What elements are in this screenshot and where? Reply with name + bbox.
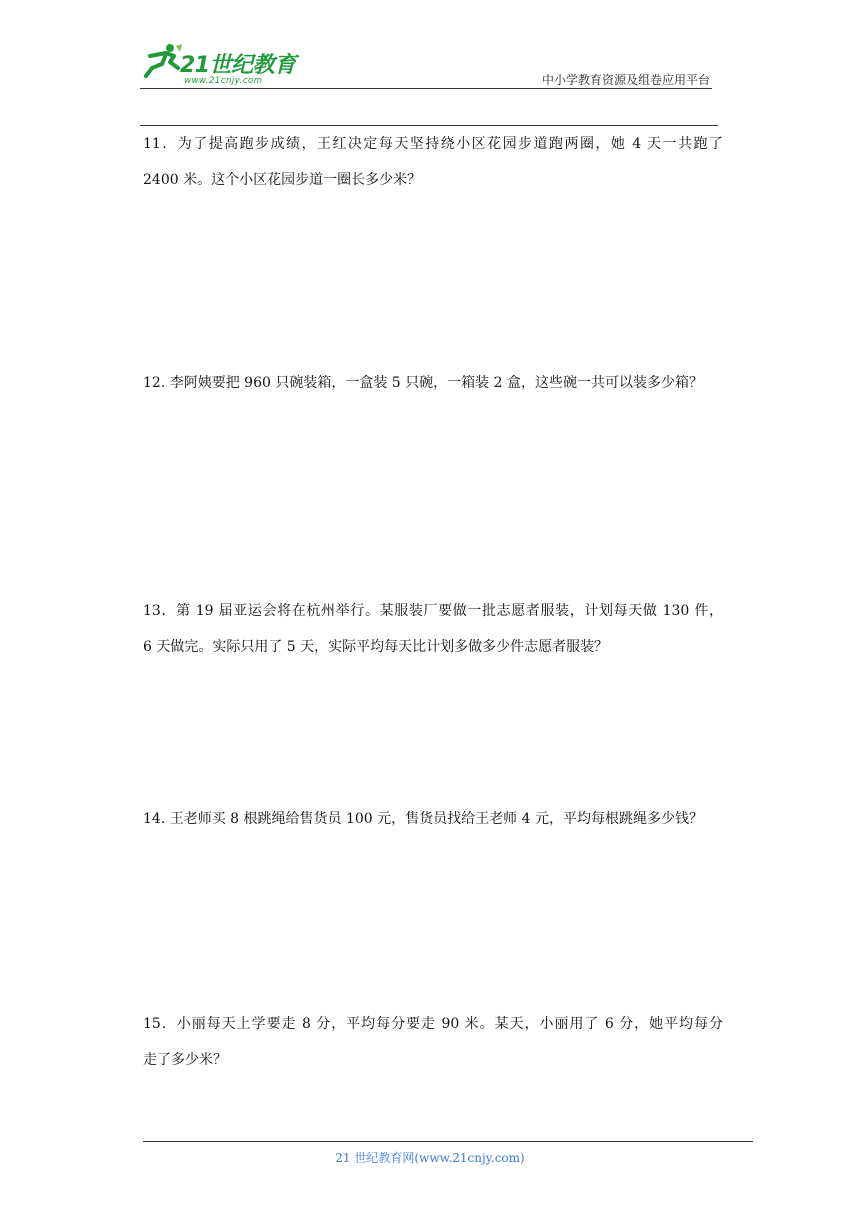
logo-text: 21世纪教育 — [180, 53, 296, 78]
question-line: 2400 米。这个小区花园步道一圈长多少米？ — [143, 172, 422, 188]
question-line: 6 天做完。实际只用了 5 天，实际平均每天比计划多做多少件志愿者服装？ — [143, 639, 609, 655]
page-header — [140, 40, 712, 90]
question-line: 12. 李阿姨要把 960 只碗装箱，一盒装 5 只碗，一箱装 2 盒，这些碗一共可以装多少箱？ — [143, 375, 703, 391]
question-line: 走了多少米？ — [143, 1052, 227, 1068]
runner-icon — [140, 42, 184, 78]
footer-text[interactable]: 21 世纪教育网(www.21cnjy.com) — [335, 1151, 525, 1165]
question-line: 15．小丽每天上学要走 8 分，平均每分要走 90 米。某天，小丽用了 6 分，她平均每分 — [143, 1016, 723, 1032]
question-11 — [143, 126, 723, 198]
question-15 — [143, 1006, 723, 1078]
header-divider — [140, 88, 712, 89]
question-14 — [143, 801, 723, 837]
logo-url: www.21cnjy.com — [184, 76, 263, 86]
question-line: 13．第 19 届亚运会将在杭州举行。某服装厂要做一批志愿者服装，计划每天做 130 件， — [143, 603, 723, 619]
question-13 — [143, 593, 723, 665]
question-line: 14. 王老师买 8 根跳绳给售货员 100 元，售货员找给王老师 4 元，平均每根跳绳多少钱？ — [143, 811, 703, 827]
platform-title: 中小学教育资源及组卷应用平台 — [541, 73, 710, 87]
question-12 — [143, 365, 723, 401]
logo — [140, 40, 310, 88]
question-line: 11．为了提高跑步成绩，王红决定每天坚持绕小区花园步道跑两圈，她 4 天一共跑了 — [143, 136, 723, 152]
footer-divider — [143, 1141, 753, 1142]
